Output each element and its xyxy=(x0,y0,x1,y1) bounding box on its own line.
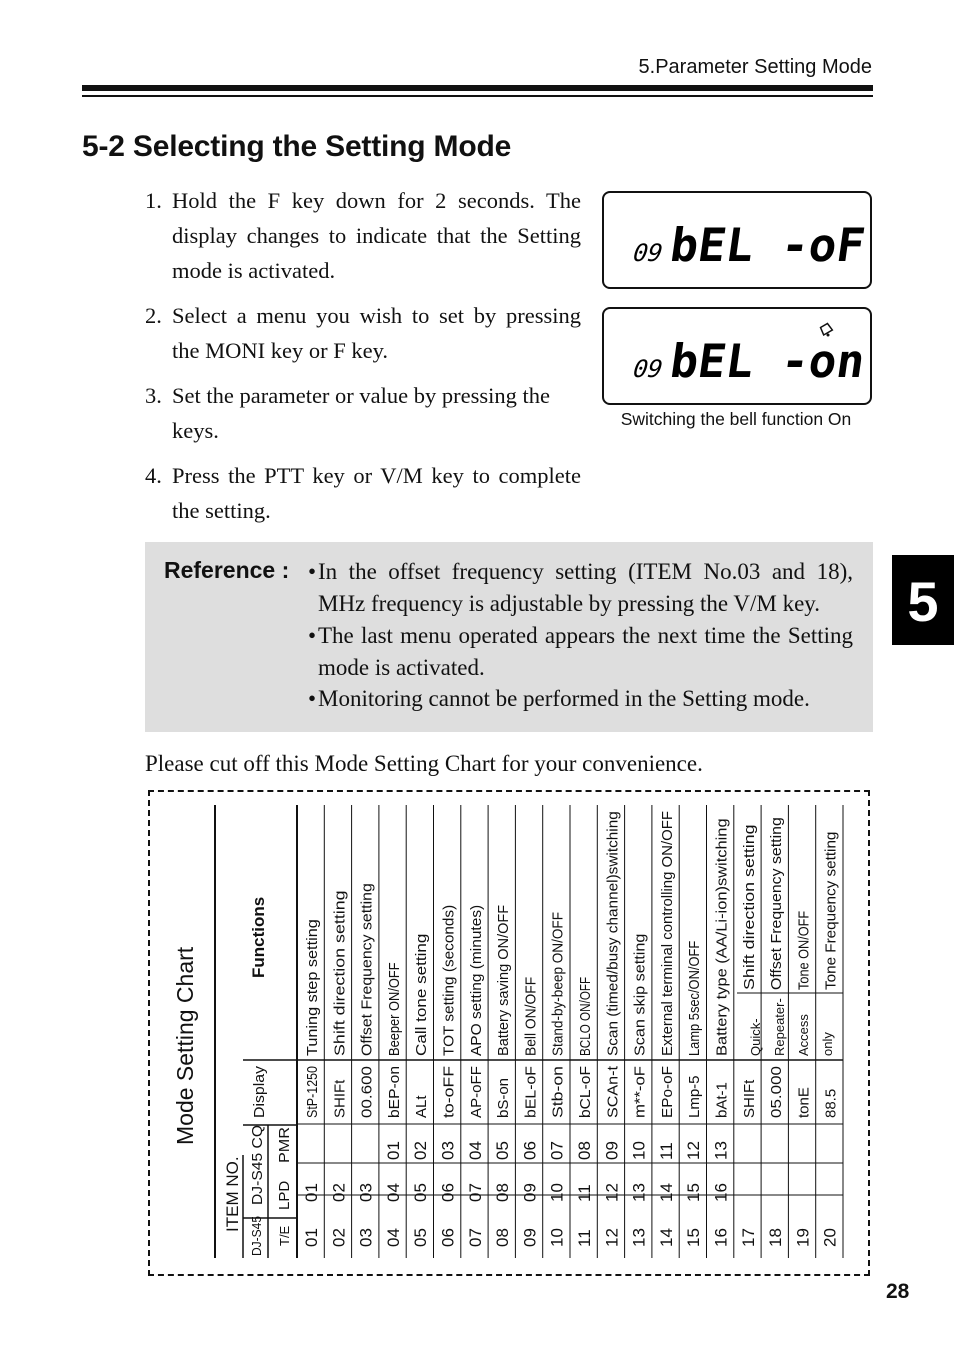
item-no-lpd: 11 xyxy=(575,1184,594,1202)
item-no-pmr: 12 xyxy=(684,1141,704,1160)
item-no-te: 18 xyxy=(766,1228,786,1247)
function-label: Beeper ON/OFF xyxy=(385,946,403,1056)
display-readout: bEP-on xyxy=(385,1067,403,1118)
item-no-lpd: 04 xyxy=(383,1183,403,1202)
item-no-lpd: 03 xyxy=(356,1183,376,1202)
header-pmr: PMR xyxy=(276,1129,293,1163)
item-no-pmr: 06 xyxy=(520,1141,540,1160)
item-no-lpd: 12 xyxy=(602,1183,622,1202)
section-title: 5-2 Selecting the Setting Mode xyxy=(82,130,512,163)
step-text: Select a menu you wish to set by pressing the MONI key or F key. xyxy=(172,303,581,363)
item-no-lpd: 01 xyxy=(302,1183,321,1202)
item-no-pmr: 01 xyxy=(383,1141,403,1160)
item-no-lpd: 06 xyxy=(438,1183,458,1202)
display-readout: Lmp-5 xyxy=(686,1075,704,1118)
function-label: APO setting (minutes) xyxy=(467,909,485,1056)
step-text: Set the parameter or value by pressing the keys. xyxy=(172,383,550,443)
header-only: only xyxy=(820,1032,835,1056)
lcd-readout: bEL -oF xyxy=(666,218,869,272)
item-no-lpd: 09 xyxy=(520,1183,540,1202)
display-readout: ALt xyxy=(413,1095,431,1118)
display-readout: tonE xyxy=(795,1087,813,1118)
header-djs45: DJ-S45 xyxy=(249,1212,264,1256)
function-label: Stand-by-beep ON/OFF xyxy=(549,896,567,1056)
item-no-pmr: 08 xyxy=(575,1141,594,1160)
item-no-lpd: 10 xyxy=(547,1183,567,1202)
lcd-item-number: 09 xyxy=(631,239,665,267)
item-no-te: 19 xyxy=(793,1228,813,1247)
reference-text: Monitoring cannot be performed in the Setting mode. xyxy=(318,686,810,711)
item-no-pmr: 13 xyxy=(711,1141,731,1160)
lcd-readout: bEL -on xyxy=(666,334,869,388)
item-no-lpd: 13 xyxy=(629,1183,649,1202)
item-no-te: 15 xyxy=(684,1228,704,1247)
display-readout: bAt-1 xyxy=(713,1082,731,1118)
display-readout: SHIFt xyxy=(740,1079,758,1118)
function-label: Offset Frequency setting xyxy=(358,892,376,1056)
item-no-lpd: 07 xyxy=(465,1183,485,1202)
item-no-pmr: 07 xyxy=(547,1141,567,1160)
page-number: 28 xyxy=(886,1280,910,1303)
item-no-te: 04 xyxy=(383,1228,403,1247)
step-text: Press the PTT key or V/M key to complete the setting. xyxy=(172,463,581,523)
item-no-pmr: 03 xyxy=(438,1141,458,1160)
display-readout: AP-oFF xyxy=(467,1066,485,1118)
function-label: Tone Frequency setting xyxy=(822,834,840,990)
item-no-lpd: 14 xyxy=(656,1183,676,1202)
chapter-tab: 5 xyxy=(892,555,954,645)
display-readout: 05.000 xyxy=(768,1072,786,1118)
header-functions: Functions xyxy=(249,896,268,978)
display-readout: m**-oF xyxy=(631,1071,649,1118)
function-label: Battery saving ON/OFF xyxy=(495,900,513,1056)
function-label: TOT setting (seconds) xyxy=(440,908,458,1056)
function-label: Tone ON/OFF xyxy=(795,896,813,990)
function-label: Shift direction setting xyxy=(331,916,349,1056)
header-display: Display xyxy=(251,1068,268,1118)
reference-text: In the offset frequency setting (ITEM No.03 and 18), MHz frequency is adjustable by pressing the V/M key. xyxy=(318,559,853,616)
header-te: T/E xyxy=(277,1225,292,1246)
lcd-caption: Switching the bell function On xyxy=(620,409,852,429)
function-label: BCLO ON/OFF xyxy=(577,954,594,1056)
item-no-te: 17 xyxy=(738,1228,758,1247)
function-label: Lamp 5sec/ON/OFF xyxy=(686,921,704,1056)
display-readout: SHIFt xyxy=(331,1079,349,1118)
function-label: Bell ON/OFF xyxy=(522,970,540,1056)
item-no-te: 16 xyxy=(711,1228,731,1247)
chart-title: Mode Setting Chart xyxy=(172,946,198,1145)
item-no-pmr: 10 xyxy=(629,1141,649,1160)
function-label: Shift direction setting xyxy=(740,850,758,990)
display-readout: StP-1250 xyxy=(304,1055,321,1118)
header-repeater: Repeater- xyxy=(772,998,787,1056)
display-readout: SCAn-t xyxy=(604,1069,622,1118)
item-no-lpd: 08 xyxy=(493,1183,513,1202)
header-access: Access xyxy=(796,1014,811,1056)
bullet: • xyxy=(308,686,317,711)
display-readout: bS-on xyxy=(495,1077,513,1118)
item-no-te: 08 xyxy=(493,1228,513,1247)
item-no-te: 07 xyxy=(465,1228,485,1247)
display-readout: 00.600 xyxy=(358,1072,376,1118)
item-no-pmr: 02 xyxy=(411,1141,431,1160)
function-label: Scan skip setting xyxy=(631,942,649,1056)
header-lpd: LPD xyxy=(276,1180,293,1210)
function-label: Scan (timed/busy channel)switching xyxy=(604,816,622,1056)
item-no-te: 20 xyxy=(820,1228,840,1247)
function-label: Offset Frequency setting xyxy=(768,826,786,990)
function-label: External terminal controlling ON/OFF xyxy=(658,810,676,1056)
item-no-te: 13 xyxy=(629,1228,649,1247)
item-no-lpd: 02 xyxy=(329,1183,349,1202)
item-no-te: 01 xyxy=(302,1228,321,1247)
item-no-lpd: 15 xyxy=(684,1183,704,1202)
cut-note: Please cut off this Mode Setting Chart for your convenience. xyxy=(145,751,703,776)
item-no-te: 14 xyxy=(656,1228,676,1247)
item-no-pmr: 11 xyxy=(656,1142,676,1160)
header-cq: DJ-S45 CQ xyxy=(249,1128,266,1205)
step-number: 1. xyxy=(145,188,162,213)
item-no-te: 10 xyxy=(547,1228,567,1247)
item-no-pmr: 05 xyxy=(493,1141,513,1160)
item-no-pmr: 04 xyxy=(465,1141,485,1160)
header-item-no: ITEM NO. xyxy=(223,1156,242,1232)
function-label: Battery type (AA/Li-ion)switching xyxy=(713,839,731,1056)
header-quick: Quick- xyxy=(748,1018,763,1056)
step-number: 2. xyxy=(145,303,162,328)
display-readout: to-oFF xyxy=(440,1073,458,1118)
display-readout: EPo-oF xyxy=(658,1067,676,1118)
running-head: 5.Parameter Setting Mode xyxy=(638,56,872,78)
reference-label: Reference : xyxy=(164,557,290,583)
lcd-item-number: 09 xyxy=(631,355,665,383)
function-label: Call tone setting xyxy=(413,948,431,1056)
item-no-lpd: 16 xyxy=(711,1183,731,1202)
item-no-te: 11 xyxy=(575,1229,594,1247)
display-readout: Stb-on xyxy=(549,1073,567,1118)
step-number: 4. xyxy=(145,463,162,488)
step-number: 3. xyxy=(145,383,162,408)
item-no-te: 03 xyxy=(356,1228,376,1247)
display-readout: bEL-oF xyxy=(522,1068,540,1118)
step-text: Hold the F key down for 2 seconds. The display changes to indicate that the Setting mode is activated. xyxy=(172,188,581,283)
bullet: • xyxy=(308,623,317,648)
reference-text: The last menu operated appears the next time the Setting mode is activated. xyxy=(318,623,853,680)
item-no-lpd: 05 xyxy=(411,1183,431,1202)
item-no-te: 09 xyxy=(520,1228,540,1247)
item-no-te: 05 xyxy=(411,1228,431,1247)
item-no-te: 06 xyxy=(438,1228,458,1247)
bullet: • xyxy=(308,559,317,584)
item-no-te: 12 xyxy=(602,1228,622,1247)
item-no-te: 02 xyxy=(329,1228,349,1247)
display-readout: bCL-oF xyxy=(577,1067,594,1118)
display-readout: 88.5 xyxy=(822,1088,840,1118)
function-label: Tuning step setting xyxy=(304,929,321,1056)
item-no-pmr: 09 xyxy=(602,1141,622,1160)
